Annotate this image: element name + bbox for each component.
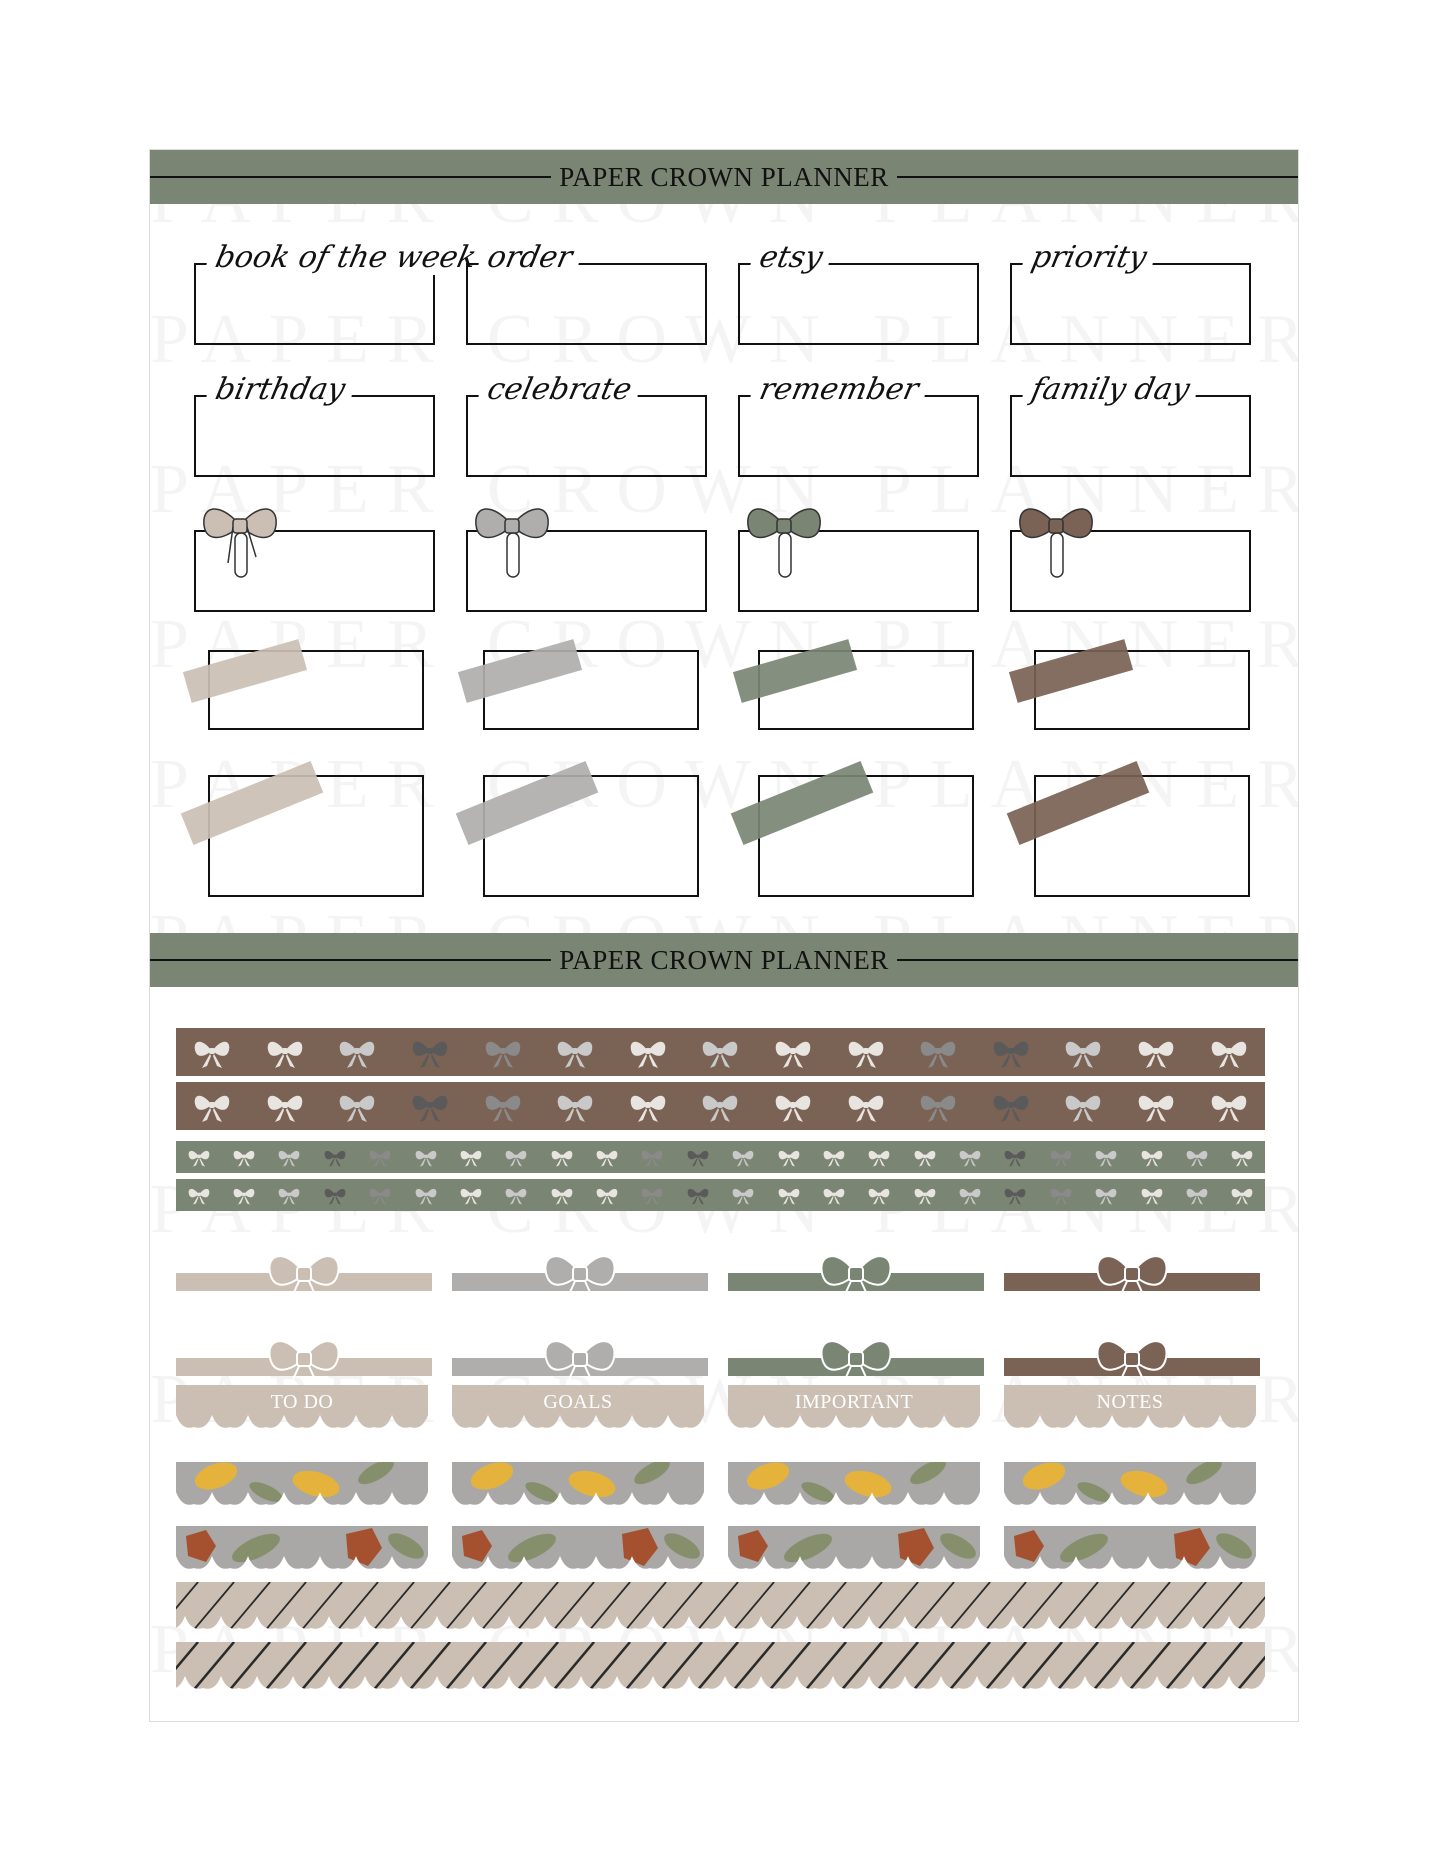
banner-title: PAPER CROWN PLANNER [551, 162, 897, 192]
bow-icon [628, 1032, 668, 1072]
bow-icon [1140, 1183, 1164, 1207]
bow-icon [1063, 1086, 1103, 1126]
bow-icon [483, 1086, 523, 1126]
label-box [738, 395, 979, 477]
bow-icon [414, 1145, 438, 1169]
box-label: book of the week [204, 240, 487, 275]
section-banner [150, 150, 1298, 204]
bow-icon [414, 1183, 438, 1207]
bow-icon [700, 1032, 740, 1072]
bow-strip [176, 1082, 1265, 1130]
box-label: remember [748, 372, 929, 407]
bow-icon [1049, 1145, 1073, 1169]
bow-icon [991, 1032, 1031, 1072]
banner-title: PAPER CROWN PLANNER [551, 945, 897, 975]
bow-icon [700, 1086, 740, 1126]
bow-icon [1230, 1145, 1254, 1169]
bow-icon [1003, 1183, 1027, 1207]
bow-icon [1063, 1032, 1103, 1072]
bow-icon [540, 1330, 620, 1390]
bow-icon [744, 495, 824, 595]
bow-icon [1003, 1145, 1027, 1169]
bow-icon [595, 1183, 619, 1207]
bow-icon [958, 1183, 982, 1207]
bow-icon [1049, 1183, 1073, 1207]
leaf-tab [176, 1526, 428, 1572]
leaf-tab [1004, 1462, 1256, 1508]
bow-icon [265, 1032, 305, 1072]
bow-icon [264, 1330, 344, 1390]
bow-icon [265, 1086, 305, 1126]
box-label: family day [1020, 372, 1201, 407]
bow-icon [410, 1086, 450, 1126]
bow-icon [1094, 1145, 1118, 1169]
bow-icon [192, 1032, 232, 1072]
bow-icon [277, 1145, 301, 1169]
bow-icon [777, 1183, 801, 1207]
tab-label: NOTES [1096, 1391, 1164, 1413]
bow-icon [555, 1086, 595, 1126]
bow-icon [459, 1145, 483, 1169]
box-label: etsy [748, 240, 834, 275]
bow-icon [816, 1330, 896, 1390]
bow-icon [232, 1145, 256, 1169]
bow-icon [918, 1032, 958, 1072]
bow-icon [640, 1183, 664, 1207]
bow-icon [483, 1032, 523, 1072]
bow-icon [595, 1145, 619, 1169]
leaf-tab [452, 1526, 704, 1572]
bow-icon [550, 1145, 574, 1169]
bow-icon [822, 1145, 846, 1169]
label-box [1010, 395, 1251, 477]
header-tab [1004, 1385, 1256, 1431]
bow-icon [337, 1086, 377, 1126]
bow-icon [550, 1183, 574, 1207]
bow-strip [176, 1028, 1265, 1076]
box-label: celebrate [476, 372, 643, 407]
bow-icon [459, 1183, 483, 1207]
bow-strip [176, 1179, 1265, 1211]
bow-icon [540, 1245, 620, 1305]
bow-icon [846, 1032, 886, 1072]
box-label: order [476, 240, 583, 275]
bow-icon [822, 1183, 846, 1207]
bow-icon [368, 1183, 392, 1207]
box-label: priority [1020, 240, 1158, 275]
bow-icon [958, 1145, 982, 1169]
bow-icon [628, 1086, 668, 1126]
label-box [738, 263, 979, 345]
bow-icon [187, 1145, 211, 1169]
bow-icon [410, 1032, 450, 1072]
bow-icon [991, 1086, 1031, 1126]
stripe-strip [176, 1642, 1265, 1692]
bow-icon [773, 1032, 813, 1072]
bow-icon [264, 1245, 344, 1305]
bow-icon [773, 1086, 813, 1126]
bow-icon [777, 1145, 801, 1169]
bow-icon [1094, 1183, 1118, 1207]
bow-icon [731, 1183, 755, 1207]
bow-icon [1092, 1245, 1172, 1305]
bow-icon [323, 1145, 347, 1169]
leaf-tab [728, 1526, 980, 1572]
bow-icon [472, 495, 552, 595]
label-box [194, 395, 435, 477]
bow-icon [323, 1183, 347, 1207]
leaf-tab [452, 1462, 704, 1508]
bow-icon [1185, 1183, 1209, 1207]
bow-icon [1136, 1086, 1176, 1126]
bow-icon [1092, 1330, 1172, 1390]
bow-icon [1209, 1086, 1249, 1126]
label-box [466, 263, 707, 345]
bow-icon [867, 1145, 891, 1169]
leaf-tab [176, 1462, 428, 1508]
bow-icon [1016, 495, 1096, 595]
bow-icon [232, 1183, 256, 1207]
bow-icon [1230, 1183, 1254, 1207]
bow-icon [731, 1145, 755, 1169]
sticker-sheet [149, 149, 1299, 1722]
section-banner [150, 933, 1298, 987]
bow-icon [816, 1245, 896, 1305]
bow-icon [846, 1086, 886, 1126]
stripe-strip [176, 1582, 1265, 1632]
bow-icon [640, 1145, 664, 1169]
label-box [466, 395, 707, 477]
leaf-tab [1004, 1526, 1256, 1572]
bow-icon [867, 1183, 891, 1207]
bow-icon [1185, 1145, 1209, 1169]
label-box [1010, 263, 1251, 345]
bow-icon [1209, 1032, 1249, 1072]
header-tab [728, 1385, 980, 1431]
label-box [194, 263, 435, 345]
bow-icon [918, 1086, 958, 1126]
bow-icon [200, 495, 280, 595]
bow-icon [368, 1145, 392, 1169]
box-label: birthday [204, 372, 356, 407]
header-tab [176, 1385, 428, 1431]
bow-icon [913, 1145, 937, 1169]
bow-icon [504, 1183, 528, 1207]
bow-icon [686, 1183, 710, 1207]
bow-strip [176, 1141, 1265, 1173]
bow-icon [555, 1032, 595, 1072]
bow-icon [1136, 1032, 1176, 1072]
bow-icon [337, 1032, 377, 1072]
header-tab [452, 1385, 704, 1431]
bow-icon [913, 1183, 937, 1207]
bow-icon [192, 1086, 232, 1126]
tab-label: GOALS [543, 1391, 613, 1413]
bow-icon [187, 1183, 211, 1207]
tab-label: IMPORTANT [794, 1391, 914, 1413]
bow-icon [277, 1183, 301, 1207]
bow-icon [504, 1145, 528, 1169]
bow-icon [1140, 1145, 1164, 1169]
bow-icon [686, 1145, 710, 1169]
leaf-tab [728, 1462, 980, 1508]
tab-label: TO DO [270, 1391, 334, 1413]
